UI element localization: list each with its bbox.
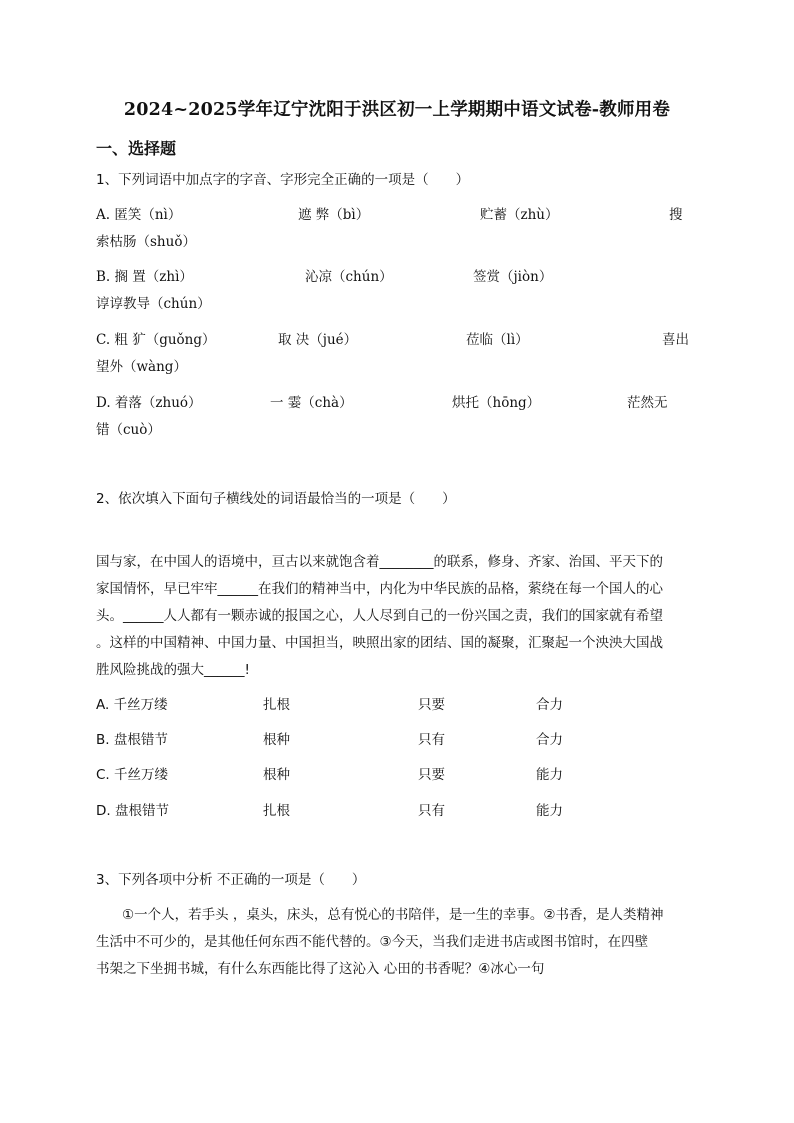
- q2-option-d-word-3: 只有: [418, 803, 445, 819]
- q2-passage-line: 国与家，在中国人的语境中，亘古以来就饱含着________的联系，修身、齐家、治国、平天下的: [96, 554, 663, 570]
- q2-passage-line: 家国情怀，早已牢牢______在我们的精神当中，内化为中华民族的品格，萦绕在每一个国人的心: [96, 581, 663, 597]
- q3-passage-line: 书架之下坐拥书城，有什么东西能比得了这沁入 心田的书香呢？④冰心一句: [96, 961, 545, 977]
- q1-option-c-word-4-start: 喜出: [662, 332, 689, 348]
- q1-option-b-word-2: 沁凉（chún）: [305, 269, 393, 285]
- q2-option-c: C. 千丝万缕: [96, 767, 169, 783]
- q2-passage-line: 头。______人人都有一颗赤诚的报国之心，人人尽到自己的一份兴国之责，我们的国家就有希望: [96, 608, 663, 624]
- q1-option-a-word-4-end: 索枯肠（shuǒ）: [96, 234, 196, 250]
- q2-option-b: B. 盘根错节: [96, 732, 168, 748]
- q2-option-b-word-2: 根种: [263, 732, 290, 748]
- q1-option-a-word-4-start: 搜: [669, 207, 683, 223]
- exam-title: 2024~2025学年辽宁沈阳于洪区初一上学期期中语文试卷-教师用卷: [123, 100, 671, 120]
- q1-option-d-word-4-start: 茫然无: [627, 395, 668, 411]
- q2-option-b-word-3: 只有: [418, 732, 445, 748]
- q1-option-c: C. 粗 犷（guǒng）: [96, 332, 216, 348]
- q1-option-d-word-4-end: 错（cuò）: [96, 422, 161, 438]
- q1-option-c-word-3: 莅临（lì）: [466, 332, 529, 348]
- q1-option-c-word-4-end: 望外（wàng）: [96, 359, 187, 375]
- q1-option-c-word-2: 取 决（jué）: [278, 332, 358, 348]
- q2-option-d: D. 盘根错节: [96, 803, 169, 819]
- q2-passage-line: 。这样的中国精神、中国力量、中国担当，映照出家的团结、国的凝聚，汇聚起一个泱泱大国战: [96, 635, 663, 651]
- question-2-stem: 2、依次填入下面句子横线处的词语最恰当的一项是（ ）: [96, 491, 456, 507]
- q2-passage-line: 胜风险挑战的强大______!: [96, 662, 250, 678]
- q3-passage-line: ①一个人，若手头 ，桌头，床头，总有悦心的书陪伴，是一生的幸事。②书香，是人类精神: [122, 907, 664, 923]
- question-3-stem: 3、下列各项中分析 不正确的一项是（ ）: [96, 872, 366, 888]
- q1-option-a: A. 匿笑（nì）: [96, 207, 182, 223]
- q1-option-b-word-4: 谆谆教导（chún）: [96, 296, 211, 312]
- q1-option-d-word-2: 一 霎（chà）: [270, 395, 353, 411]
- q1-option-d: D. 着落（zhuó）: [96, 395, 202, 411]
- q2-option-a-word-4: 合力: [536, 697, 563, 713]
- q3-passage-line: 生活中不可少的，是其他任何东西不能代替的。③今天，当我们走进书店或图书馆时，在四壁: [96, 934, 649, 950]
- q1-option-b-word-3: 签赏（jiòn）: [473, 269, 553, 285]
- q1-option-a-word-2: 遮 弊（bì）: [298, 207, 370, 223]
- q2-option-b-word-4: 合力: [536, 732, 563, 748]
- q2-option-d-word-4: 能力: [536, 803, 563, 819]
- q1-option-a-word-3: 贮蓄（zhù）: [480, 207, 559, 223]
- q2-option-c-word-4: 能力: [536, 767, 563, 783]
- question-1-stem: 1、下列词语中加点字的字音、字形完全正确的一项是（ ）: [96, 172, 470, 188]
- section-heading: 一、选择题: [96, 139, 177, 158]
- q1-option-b: B. 搁 置（zhì）: [96, 269, 193, 285]
- q2-option-a: A. 千丝万缕: [96, 697, 168, 713]
- q2-option-a-word-3: 只要: [418, 697, 445, 713]
- q1-option-d-word-3: 烘托（hōng）: [452, 395, 541, 411]
- q2-option-d-word-2: 扎根: [263, 803, 290, 819]
- q2-option-a-word-2: 扎根: [263, 697, 290, 713]
- q2-option-c-word-2: 根种: [263, 767, 290, 783]
- q2-option-c-word-3: 只要: [418, 767, 445, 783]
